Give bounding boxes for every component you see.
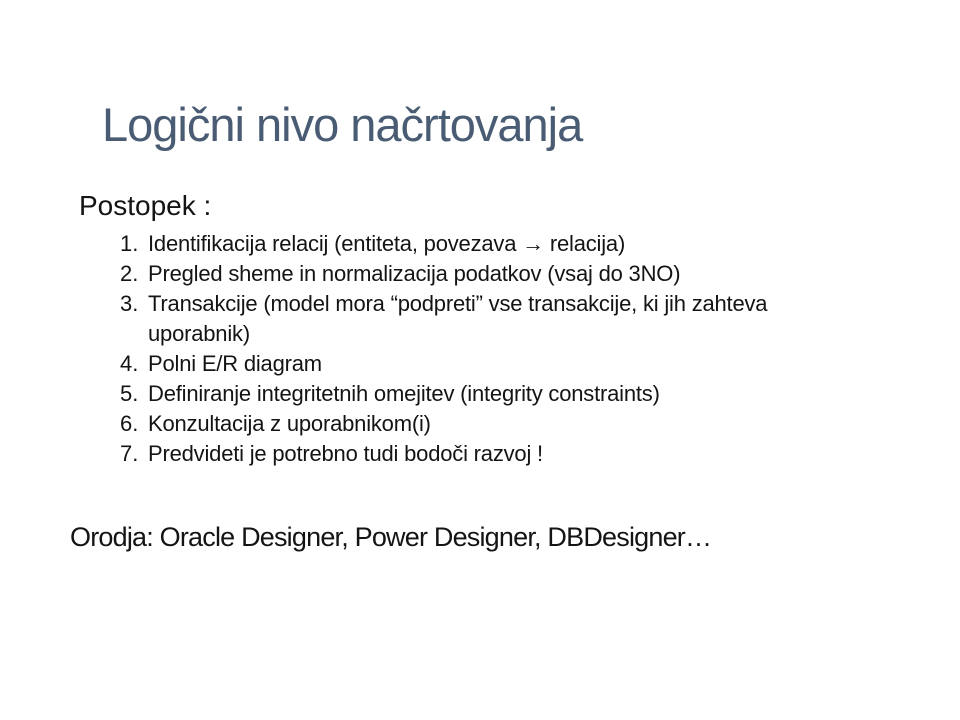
- list-item-text: Pregled sheme in normalizacija podatkov (vsaj do 3NO): [148, 261, 681, 286]
- list-item: [120, 259, 820, 289]
- list-item-number: 7.: [120, 441, 139, 466]
- list-item: [120, 439, 820, 469]
- procedure-heading: Postopek :: [79, 190, 212, 221]
- list-item: [120, 379, 820, 409]
- list-item-number: 6.: [120, 411, 139, 436]
- list-item-text: Polni E/R diagram: [148, 351, 322, 376]
- list-item: [120, 229, 820, 259]
- list-item-number: 1.: [120, 231, 139, 256]
- list-item-text: Transakcije (model mora “podpreti” vse transakcije, ki jih zahteva uporabnik): [148, 291, 768, 346]
- list-item-text: Konzultacija z uporabnikom(i): [148, 411, 431, 436]
- procedure-list: [120, 229, 820, 469]
- list-item: [120, 349, 820, 379]
- list-item-number: 4.: [120, 351, 139, 376]
- list-item-number: 2.: [120, 261, 139, 286]
- list-item-number: 5.: [120, 381, 139, 406]
- list-item: [120, 409, 820, 439]
- list-item-text: Definiranje integritetnih omejitev (integrity constraints): [148, 381, 660, 406]
- list-item: [120, 289, 820, 349]
- list-item-text: Predvideti je potrebno tudi bodoči razvoj !: [148, 441, 543, 466]
- list-item-text: Identifikacija relacij (entiteta, povezava → relacija): [148, 231, 626, 256]
- list-item-number: 3.: [120, 291, 139, 316]
- slide-title: Logični nivo načrtovanja: [102, 98, 583, 151]
- tools-footer: Orodja: Oracle Designer, Power Designer, DBDesigner…: [70, 522, 712, 552]
